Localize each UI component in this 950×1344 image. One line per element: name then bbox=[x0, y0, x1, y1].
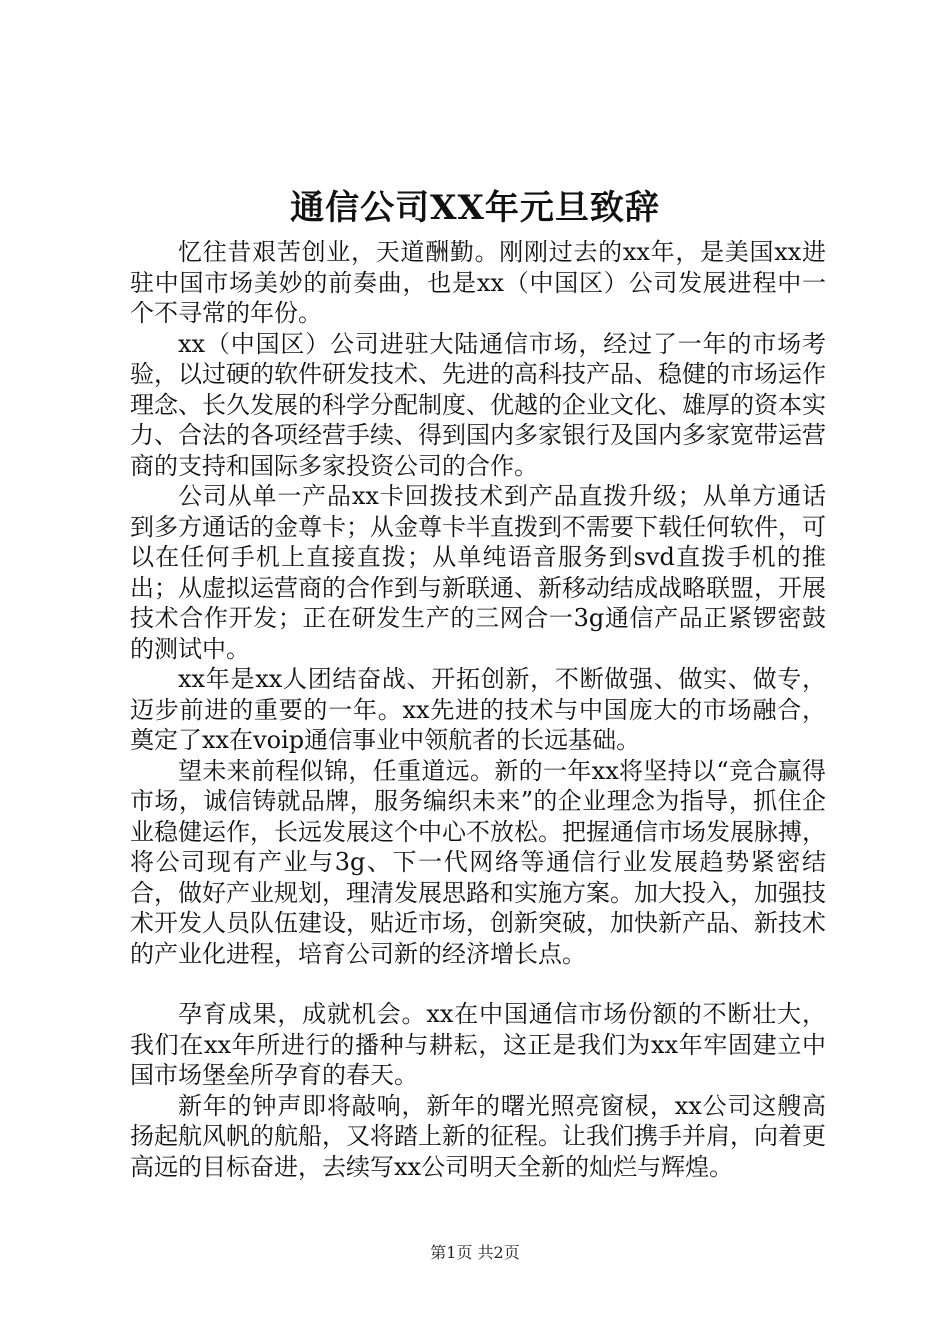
paragraph-6: 孕育成果，成就机会。xx在中国通信市场份额的不断壮大，我们在xx年所进行的播种与耕耘，这正是我们为xx年牢固建立中国市场堡垒所孕育的春天。 bbox=[130, 1000, 826, 1089]
paragraph-1: 忆往昔艰苦创业，天道酬勤。刚刚过去的xx年，是美国xx进驻中国市场美妙的前奏曲，也是xx（中国区）公司发展进程中一个不寻常的年份。 bbox=[130, 238, 826, 327]
paragraph-2: xx（中国区）公司进驻大陆通信市场，经过了一年的市场考验，以过硬的软件研发技术、先进的高科技产品、稳健的市场运作理念、长久发展的科学分配制度、优越的企业文化、雄厚的资本实力、合法的各项经营手续、得到国内多家银行及国内多家宽带运营商的支持和国际多家投资公司的合作。 bbox=[130, 329, 826, 480]
page-title: 通信公司XX年元旦致辞 bbox=[290, 188, 660, 228]
document-body bbox=[130, 237, 826, 1182]
page-number-footer: 第1页 共2页 bbox=[430, 1243, 520, 1262]
paragraph-4: xx年是xx人团结奋战、开拓创新，不断做强、做实、做专，迈步前进的重要的一年。xx先进的技术与中国庞大的市场融合，奠定了xx在voip通信事业中领航者的长远基础。 bbox=[130, 665, 826, 754]
paragraph-3: 公司从单一产品xx卡回拨技术到产品直拨升级；从单方通话到多方通话的金尊卡；从金尊卡半直拨到不需要下载任何软件，可以在任何手机上直接直拨；从单纯语音服务到svd直拨手机的推出；从虚拟运营商的合作到与新联通、新移动结成战略联盟，开展技术合作开发；正在研发生产的三网合一3g通信产品正紧锣密鼓的测试中。 bbox=[130, 482, 826, 663]
paragraph-5: 望未来前程似锦，任重道远。新的一年xx将坚持以“竞合赢得市场，诚信铸就品牌，服务编织未来”的企业理念为指导，抓住企业稳健运作，长远发展这个中心不放松。把握通信市场发展脉搏，将公司现有产业与3g、下一代网络等通信行业发展趋势紧密结合，做好产业规划，理清发展思路和实施方案。加大投入，加强技术开发人员队伍建设，贴近市场，创新突破，加快新产品、新技术的产业化进程，培育公司新的经济增长点。 bbox=[130, 756, 826, 968]
paragraph-7: 新年的钟声即将敲响，新年的曙光照亮窗棂，xx公司这艘高扬起航风帆的航船，又将踏上新的征程。让我们携手并肩，向着更高远的目标奋进，去续写xx公司明天全新的灿烂与辉煌。 bbox=[130, 1091, 826, 1181]
